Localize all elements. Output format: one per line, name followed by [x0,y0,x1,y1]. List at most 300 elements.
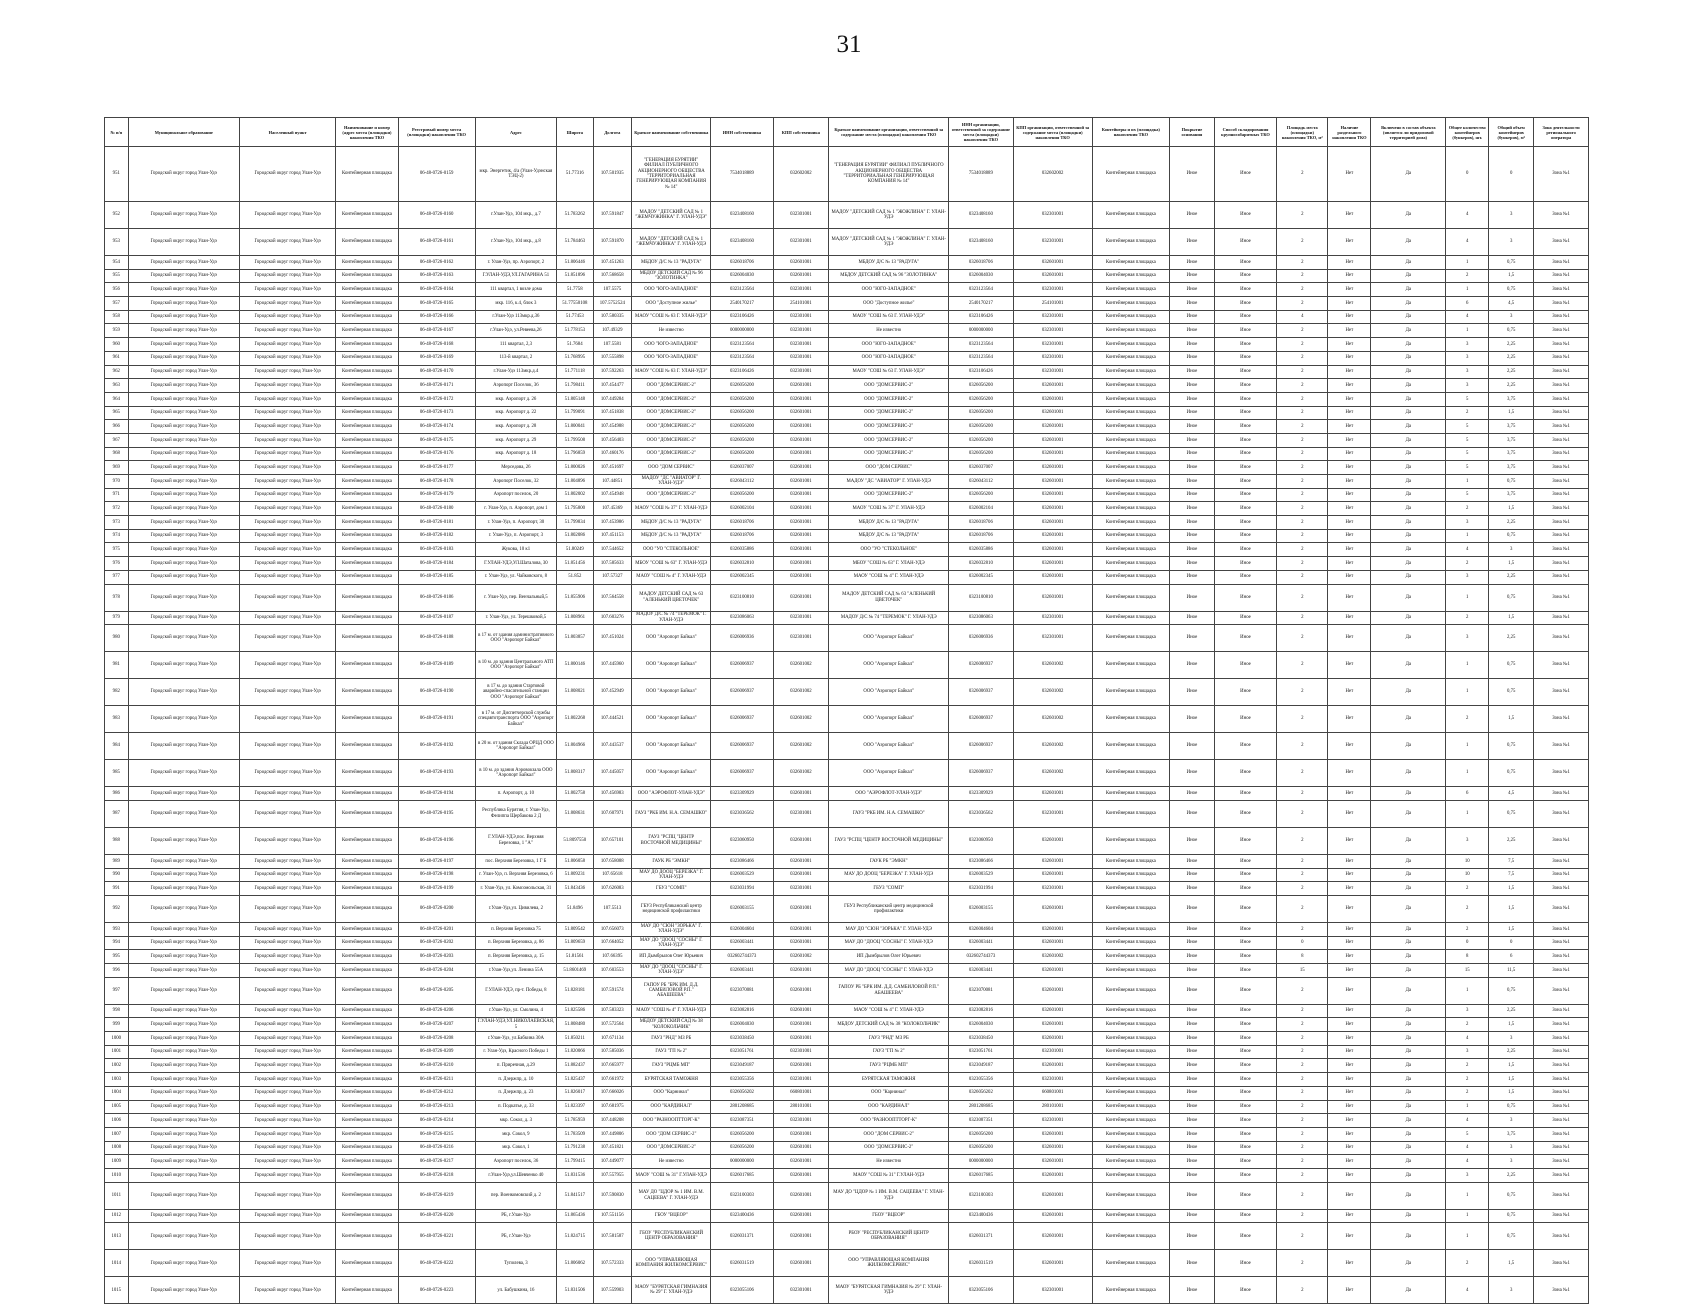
cell-zone: Зона №1 [1534,950,1589,964]
cell-reg: 06-48-0726-0191 [398,706,475,733]
cell-vol: 1,5 [1489,706,1534,733]
cell-sep: Нет [1328,461,1371,475]
cell-cnt: 3 [1446,570,1489,584]
cell-oinn: 0323123564 [949,338,1013,352]
cell-vol: 11,5 [1489,964,1534,978]
cell-loc: Городской округ город Улан-Удэ [239,1114,335,1128]
cell-reg: 06-48-0726-0195 [398,800,475,827]
cell-okpp: 032301001 [1013,283,1092,297]
cell-lat: 51.851456 [557,557,593,571]
table-row [105,733,1589,760]
cell-loc: Городской округ город Улан-Удэ [239,1032,335,1046]
cell-addr: мкр. Энергетик, 4/а (Улан-Удэнская ТЭЦ-2) [475,147,556,202]
cell-cont: Контейнерная площадка [1092,488,1169,502]
cell-obj: Да [1371,733,1446,760]
cell-org: МБДОУ ДЕТСКИЙ САД № 38 "КОЛОКОЛЬЧИК" [829,1018,949,1032]
cell-reg: 06-48-0726-0167 [398,324,475,338]
cell-kpp: 032601001 [773,269,829,283]
cell-org: ООО "УО "СТЕКОЛЬНОЕ" [829,543,949,557]
cell-area: 2 [1277,256,1328,270]
cell-cnt: 3 [1446,365,1489,379]
cell-reg: 06-48-0726-0205 [398,977,475,1004]
cell-area: 2 [1277,733,1328,760]
cell-owner: МАОУ "СОШ № 31" Г.УЛАН-УДЭ [632,1168,711,1182]
cell-vol: 0,75 [1489,1182,1534,1209]
cell-loc: Городской округ город Улан-Удэ [239,365,335,379]
cell-vol: 3,75 [1489,433,1534,447]
column-header: Краткое наименование собственника [632,118,711,147]
cell-kpp: 032601001 [773,787,829,801]
cell-reg: 06-48-0726-0212 [398,1086,475,1100]
cell-n: 957 [105,297,129,311]
cell-inn: 0326018706 [711,529,773,543]
cell-cnt: 5 [1446,447,1489,461]
cell-area: 2 [1277,922,1328,936]
cell-owner: ГАУК РБ "ЭМКН" [632,854,711,868]
cell-lon: 107.592263 [593,365,632,379]
cell-org: МАУ ДО "ЦДОР № 1 ИМ. В.М. САЦЕЕВА" Г. УЛАН-УДЭ [829,1182,949,1209]
cell-oinn: 2801208685 [949,1100,1013,1114]
cell-okpp: 032301001 [1013,229,1092,256]
cell-kpp: 032301001 [773,338,829,352]
cell-cover: Иное [1169,1250,1214,1277]
cell-vol: 0,75 [1489,256,1534,270]
cell-lon: 107.564558 [593,584,632,611]
cell-obj: Да [1371,1045,1446,1059]
cell-cnt: 2 [1446,1018,1489,1032]
cell-kpp: 032601002 [773,706,829,733]
cell-zone: Зона №1 [1534,310,1589,324]
cell-cnt: 0 [1446,936,1489,950]
cell-cnt: 3 [1446,379,1489,393]
cell-addr: г.Улан-Удэ, ул. Смолина, 4 [475,1004,556,1018]
cell-n: 983 [105,706,129,733]
cell-lat: 51.800146 [557,652,593,679]
cell-cont: Контейнерная площадка [1092,1155,1169,1169]
cell-oinn: 0326032810 [949,557,1013,571]
cell-loc: Городской округ город Улан-Удэ [239,1277,335,1304]
table-row [105,1032,1589,1046]
cell-mun: Городской округ город Улан-Удэ [128,488,239,502]
cell-sep: Нет [1328,827,1371,854]
cell-kgm: Иное [1214,706,1276,733]
cell-inn: 0323408160 [711,229,773,256]
cell-oinn: 0326017685 [949,1168,1013,1182]
cell-kpp: 032601001 [773,516,829,530]
cell-mun: Городской округ город Улан-Удэ [128,868,239,882]
cell-cont: Контейнерная площадка [1092,584,1169,611]
cell-cnt: 1 [1446,760,1489,787]
cell-obj: Да [1371,529,1446,543]
cell-owner: ООО "РАЗНООПТТОРГ-К" [632,1114,711,1128]
cell-zone: Зона №1 [1534,1018,1589,1032]
cell-cnt: 1 [1446,256,1489,270]
table-row [105,557,1589,571]
cell-vol: 1,5 [1489,1073,1534,1087]
cell-cont: Контейнерная площадка [1092,1059,1169,1073]
cell-obj: Да [1371,557,1446,571]
cell-loc: Городской округ город Улан-Удэ [239,882,335,896]
cell-cont: Контейнерная площадка [1092,1100,1169,1114]
cell-mun: Городской округ город Улан-Удэ [128,950,239,964]
cell-addr: РБ, г.Улан-Удэ [475,1209,556,1223]
cell-area: 2 [1277,351,1328,365]
cell-kpp: 032601001 [773,584,829,611]
cell-reg: 06-48-0726-0213 [398,1100,475,1114]
cell-lat: 51.806058 [557,854,593,868]
cell-org: МАДОУ "ДС "АВИАТОР" Г. УЛАН-УДЭ [829,475,949,489]
cell-lon: 107.591574 [593,977,632,1004]
cell-inn: 0323100810 [711,584,773,611]
column-header: КПП организации, ответственной за содержание места (площадки) накопления ТКО [1013,118,1092,147]
cell-vol: 3 [1489,1114,1534,1128]
cell-area: 2 [1277,706,1328,733]
cell-n: 994 [105,936,129,950]
cell-loc: Городской округ город Улан-Удэ [239,679,335,706]
cell-kgm: Иное [1214,922,1276,936]
cell-n: 958 [105,310,129,324]
cell-cnt: 1 [1446,1223,1489,1250]
cell-cover: Иное [1169,447,1214,461]
cell-lon: 107.555898 [593,351,632,365]
cell-kgm: Иное [1214,1032,1276,1046]
page-number: 31 [836,31,862,58]
cell-loc: Городской округ город Улан-Удэ [239,1141,335,1155]
cell-lon: 107.453986 [593,516,632,530]
cell-type: Контейнерная площадка [336,338,398,352]
cell-area: 2 [1277,1073,1328,1087]
cell-obj: Да [1371,1127,1446,1141]
cell-oinn: 0326006936 [949,625,1013,652]
cell-addr: мкр. Сокол, д. 3 [475,1114,556,1128]
cell-kgm: Иное [1214,1004,1276,1018]
cell-type: Контейнерная площадка [336,392,398,406]
cell-oinn: 032602744373 [949,950,1013,964]
column-header: Краткое наименование организации, ответственной за содержание места (площадки) накопления ТКО [829,118,949,147]
cell-kpp: 032601001 [773,447,829,461]
cell-lat: 51.800026 [557,461,593,475]
cell-lon: 107.551156 [593,1209,632,1223]
cell-kpp: 032601001 [773,488,829,502]
cell-cnt: 4 [1446,202,1489,229]
cell-oinn: 0326056202 [949,1086,1013,1100]
cell-vol: 0,75 [1489,733,1534,760]
cell-n: 955 [105,269,129,283]
cell-cover: Иное [1169,1073,1214,1087]
cell-type: Контейнерная площадка [336,1032,398,1046]
cell-loc: Городской округ город Улан-Удэ [239,433,335,447]
cell-mun: Городской округ город Улан-Удэ [128,1004,239,1018]
cell-area: 2 [1277,475,1328,489]
cell-reg: 06-48-0726-0179 [398,488,475,502]
cell-obj: Да [1371,625,1446,652]
cell-type: Контейнерная площадка [336,543,398,557]
cell-cont: Контейнерная площадка [1092,543,1169,557]
cell-oinn: 0323100810 [949,584,1013,611]
cell-cover: Иное [1169,324,1214,338]
cell-owner: МАОУ "СОШ № 4" Г. УЛАН-УДЭ [632,570,711,584]
cell-owner: ООО "ЮГО-ЗАПАДНОЕ" [632,283,711,297]
cell-org: Не известно [829,1155,949,1169]
cell-oinn: 0326056200 [949,379,1013,393]
cell-mun: Городской округ город Улан-Удэ [128,964,239,978]
table-row [105,1100,1589,1114]
cell-zone: Зона №1 [1534,420,1589,434]
cell-zone: Зона №1 [1534,1209,1589,1223]
cell-okpp: 032601001 [1013,1168,1092,1182]
cell-type: Контейнерная площадка [336,447,398,461]
cell-reg: 06-48-0726-0216 [398,1141,475,1155]
cell-vol: 0,75 [1489,584,1534,611]
cell-cont: Контейнерная площадка [1092,760,1169,787]
cell-kgm: Иное [1214,760,1276,787]
table-row [105,1277,1589,1304]
table-row [105,406,1589,420]
cell-kgm: Иное [1214,1182,1276,1209]
cell-lat: 51.798411 [557,379,593,393]
cell-type: Контейнерная площадка [336,256,398,270]
cell-inn: 0323123564 [711,351,773,365]
cell-reg: 06-48-0726-0211 [398,1073,475,1087]
cell-cont: Контейнерная площадка [1092,529,1169,543]
cell-type: Контейнерная площадка [336,420,398,434]
cell-kgm: Иное [1214,365,1276,379]
cell-area: 2 [1277,502,1328,516]
cell-owner: МАОУ "БУРЯТСКАЯ ГИМНАЗИЯ № 29" Г. УЛАН-УДЭ [632,1277,711,1304]
cell-okpp: 280101001 [1013,1100,1092,1114]
cell-org: ООО "Аэропорт Байкал" [829,760,949,787]
cell-n: 968 [105,447,129,461]
cell-area: 2 [1277,1032,1328,1046]
cell-kpp: 660801001 [773,1086,829,1100]
cell-zone: Зона №1 [1534,1127,1589,1141]
table-row [105,461,1589,475]
cell-obj: Да [1371,351,1446,365]
cell-cont: Контейнерная площадка [1092,338,1169,352]
cell-oinn: 0326003529 [949,868,1013,882]
cell-cont: Контейнерная площадка [1092,733,1169,760]
cell-okpp: 032601001 [1013,420,1092,434]
cell-cnt: 2 [1446,922,1489,936]
cell-cover: Иное [1169,351,1214,365]
cell-mun: Городской округ город Улан-Удэ [128,1045,239,1059]
cell-owner: МАОУ "СОШ № 4" Г. УЛАН-УДЭ [632,1004,711,1018]
cell-inn: 0323100303 [711,1182,773,1209]
cell-inn: 7534018889 [711,147,773,202]
cell-cover: Иное [1169,1114,1214,1128]
cell-oinn: 0326056200 [949,1141,1013,1155]
cell-addr: г.Улан-Удэ, ул.Ревеева,26 [475,324,556,338]
cell-mun: Городской округ город Улан-Удэ [128,625,239,652]
cell-mun: Городской округ город Улан-Удэ [128,420,239,434]
cell-oinn: 0326031519 [949,1250,1013,1277]
cell-owner: МБДОУ Д/С № 13 "РАДУГА" [632,256,711,270]
cell-type: Контейнерная площадка [336,922,398,936]
cell-obj: Да [1371,461,1446,475]
cell-lon: 107.580335 [593,310,632,324]
table-row [105,868,1589,882]
cell-kgm: Иное [1214,1018,1276,1032]
cell-sep: Нет [1328,1127,1371,1141]
cell-cont: Контейнерная площадка [1092,1250,1169,1277]
cell-oinn: 0326006937 [949,652,1013,679]
cell-type: Контейнерная площадка [336,625,398,652]
cell-reg: 06-48-0726-0182 [398,529,475,543]
cell-lon: 107.65618 [593,868,632,882]
cell-lon: 107.5513 [593,895,632,922]
cell-type: Контейнерная площадка [336,760,398,787]
cell-sep: Нет [1328,800,1371,827]
cell-lat: 51.771118 [557,365,593,379]
cell-n: 995 [105,950,129,964]
cell-area: 2 [1277,570,1328,584]
cell-cover: Иное [1169,895,1214,922]
cell-type: Контейнерная площадка [336,1155,398,1169]
cell-addr: г. Улан-Удэ, п. Аэропорт, дом 1 [475,502,556,516]
table-body [105,147,1589,1304]
cell-type: Контейнерная площадка [336,1182,398,1209]
cell-addr: в 17 м. от Диспетчерской службы спецавтотранспорта ООО "Аэропорт Байкал" [475,706,556,733]
cell-loc: Городской округ город Улан-Удэ [239,338,335,352]
cell-area: 2 [1277,1155,1328,1169]
cell-lon: 107.666026 [593,1086,632,1100]
cell-org: МБОУ "СОШ № 63" Г. УЛАН-УДЭ [829,557,949,571]
table-row [105,365,1589,379]
cell-okpp: 032601001 [1013,584,1092,611]
cell-okpp: 032301001 [1013,611,1092,625]
cell-lon: 107.460176 [593,447,632,461]
cell-org: ООО "ДОМСЕРВИС-2" [829,447,949,461]
cell-loc: Городской округ город Улан-Удэ [239,269,335,283]
cell-org: ООО "ЮГО-ЗАПАДНОЕ" [829,351,949,365]
cell-type: Контейнерная площадка [336,1209,398,1223]
table-row [105,827,1589,854]
cell-oinn: 0323055106 [949,1277,1013,1304]
cell-oinn: 0326018706 [949,529,1013,543]
table-row [105,1086,1589,1100]
cell-zone: Зона №1 [1534,733,1589,760]
cell-cnt: 8 [1446,950,1489,964]
cell-oinn: 0323106426 [949,365,1013,379]
table-row [105,297,1589,311]
cell-loc: Городской округ город Улан-Удэ [239,392,335,406]
cell-n: 984 [105,733,129,760]
cell-cont: Контейнерная площадка [1092,1073,1169,1087]
cell-addr: г. Улан-Удэ, пр. Аэропорт, 2 [475,256,556,270]
cell-okpp: 032601001 [1013,787,1092,801]
cell-lon: 107.559903 [593,1277,632,1304]
cell-n: 987 [105,800,129,827]
cell-owner: ООО "ДОМСЕРВИС-2" [632,406,711,420]
cell-reg: 06-48-0726-0170 [398,365,475,379]
cell-area: 2 [1277,1059,1328,1073]
cell-oinn: 0323070081 [949,977,1013,1004]
cell-cnt: 10 [1446,868,1489,882]
cell-mun: Городской округ город Улан-Удэ [128,379,239,393]
cell-lat: 51.804966 [557,733,593,760]
cell-cnt: 4 [1446,543,1489,557]
cell-reg: 06-48-0726-0187 [398,611,475,625]
cell-inn: 2540170217 [711,297,773,311]
cell-type: Контейнерная площадка [336,529,398,543]
cell-addr: пос. Верхняя Березовка, 1 Г Б [475,854,556,868]
column-header: Контейнеры и их (площадка) накопления ТКО [1092,118,1169,147]
cell-loc: Городской округ город Улан-Удэ [239,310,335,324]
table-row [105,1073,1589,1087]
cell-n: 1004 [105,1086,129,1100]
cell-mun: Городской округ город Улан-Удэ [128,543,239,557]
cell-inn: 0326003155 [711,895,773,922]
cell-addr: Аэропорт поселок, 20 [475,488,556,502]
cell-addr: п. Дзержпр, д. 23 [475,1086,556,1100]
cell-cover: Иное [1169,529,1214,543]
cell-zone: Зона №1 [1534,787,1589,801]
cell-oinn: 0326004030 [949,269,1013,283]
cell-inn: 0323309929 [711,787,773,801]
cell-n: 956 [105,283,129,297]
cell-okpp: 032601001 [1013,392,1092,406]
table-row [105,611,1589,625]
cell-lon: 107.658088 [593,854,632,868]
cell-addr: Аэропорт Поселок, 36 [475,379,556,393]
cell-kgm: Иное [1214,1059,1276,1073]
cell-addr: мкр. Аэропорт д. 26 [475,392,556,406]
table-row [105,570,1589,584]
cell-addr: п. Верхняя Березовка, д. 15 [475,950,556,964]
cell-loc: Городской округ город Улан-Удэ [239,1004,335,1018]
table-row [105,1155,1589,1169]
cell-vol: 7,5 [1489,854,1534,868]
cell-vol: 3,75 [1489,447,1534,461]
cell-lon: 107.454988 [593,420,632,434]
cell-lon: 107.451263 [593,256,632,270]
cell-inn: 0326037007 [711,461,773,475]
cell-kpp: 032601001 [773,1127,829,1141]
cell-owner: ГАУЗ "РЦМБ МП" [632,1059,711,1073]
cell-mun: Городской округ город Улан-Удэ [128,1277,239,1304]
cell-okpp: 032601001 [1013,827,1092,854]
cell-cover: Иное [1169,229,1214,256]
cell-oinn: 0323309929 [949,787,1013,801]
cell-org: МАДОУ "ДЕТСКИЙ САД № 1 "ЖОЖЛИНА" Г. УЛАН-УДЭ [829,229,949,256]
cell-obj: Да [1371,433,1446,447]
cell-lat: 51.850211 [557,1032,593,1046]
cell-cont: Контейнерная площадка [1092,324,1169,338]
cell-mun: Городской округ город Улан-Удэ [128,936,239,950]
cell-area: 2 [1277,854,1328,868]
cell-sep: Нет [1328,447,1371,461]
cell-cont: Контейнерная площадка [1092,1223,1169,1250]
cell-n: 1001 [105,1045,129,1059]
cell-cont: Контейнерная площадка [1092,310,1169,324]
cell-lat: 51.803857 [557,625,593,652]
cell-lat: 51.882437 [557,1059,593,1073]
cell-cover: Иное [1169,202,1214,229]
cell-owner: Не известно [632,324,711,338]
cell-type: Контейнерная площадка [336,202,398,229]
cell-reg: 06-48-0726-0194 [398,787,475,801]
cell-lon: 107.544652 [593,543,632,557]
cell-okpp: 032601001 [1013,1141,1092,1155]
table-row [105,854,1589,868]
cell-lon: 107.5581 [593,338,632,352]
cell-mun: Городской округ город Улан-Удэ [128,557,239,571]
cell-vol: 1,5 [1489,269,1534,283]
cell-type: Контейнерная площадка [336,1018,398,1032]
cell-kpp: 032601001 [773,977,829,1004]
cell-kpp: 032602002 [773,147,829,202]
cell-n: 980 [105,625,129,652]
